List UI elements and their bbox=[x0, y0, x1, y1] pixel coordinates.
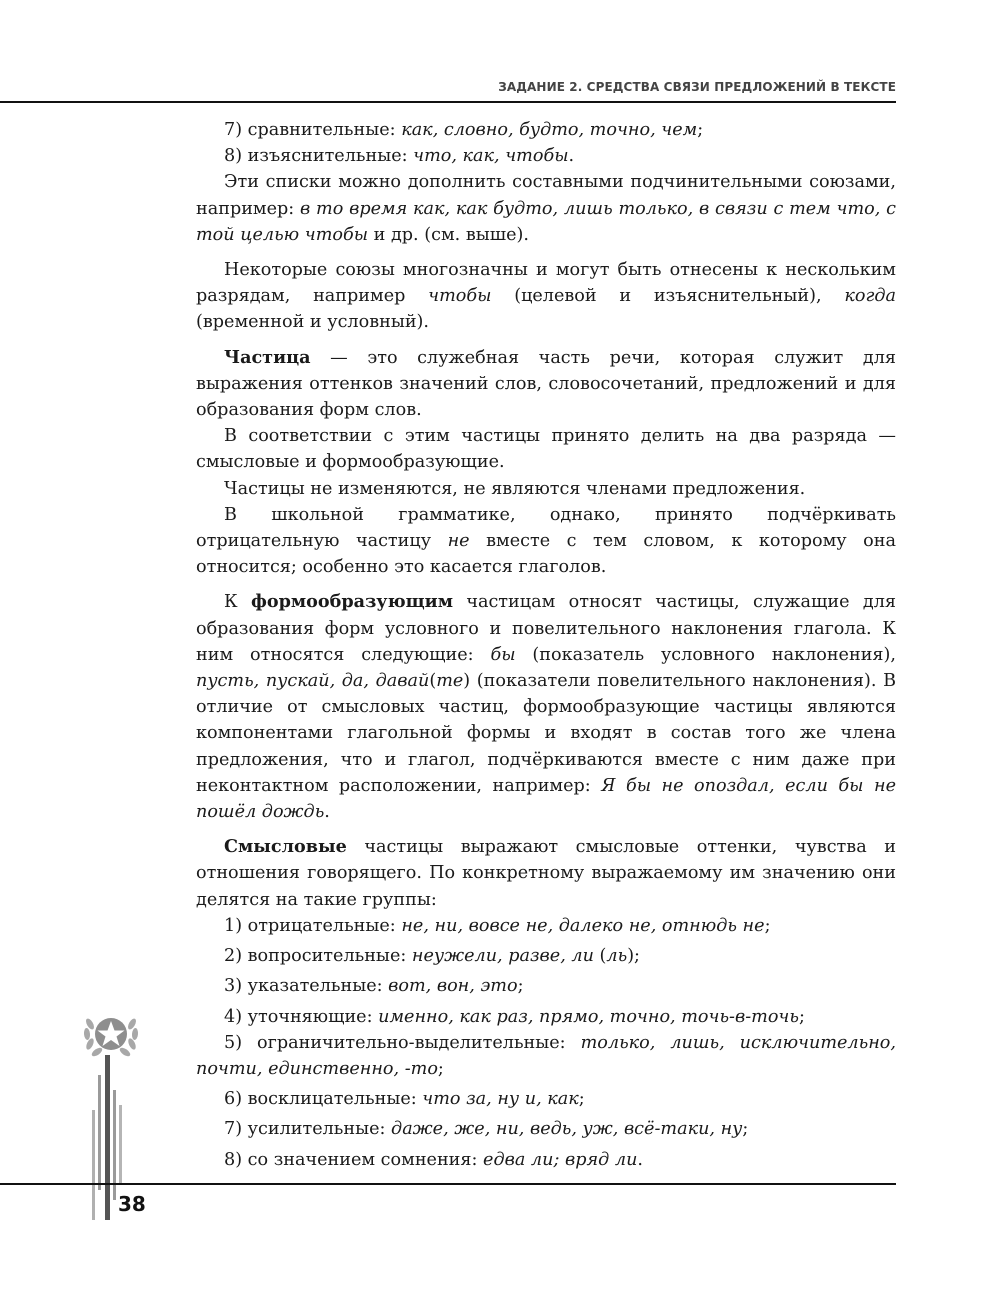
paragraph: Частицы не изменяются, не являются членами предложения. bbox=[224, 478, 806, 499]
footer-rule bbox=[0, 1183, 896, 1185]
list-item: 2) вопросительные: неужели, разве, ли (ль); bbox=[224, 946, 640, 967]
star-laurel-icon bbox=[82, 1010, 140, 1060]
paragraph: В соответствии с этим частицы принято делить на два разряда — смысловые и формообразующие. bbox=[196, 426, 896, 473]
paragraph-semantic-particles: Смысловые частицы выражают смысловые оттенки, чувства и отношения говорящего. По конкретному выражаемому им значению они делятся на такие группы: bbox=[196, 836, 896, 910]
list-item: 3) указательные: вот, вон, это; bbox=[224, 976, 524, 997]
list-item: 4) уточняющие: именно, как раз, прямо, точно, точь-в-точь; bbox=[224, 1006, 805, 1027]
paragraph-formative-particles: К формообразующим частицам относят частицы, служащие для образования форм условного и повелительного наклонения глагола. К ним относятся следующие: бы (показатель условного наклонения), пусть, пускай, да, давай(те) (показатели повелительного наклонения). В отличие от смысловых частиц, формообразующие частицы являются компонентами глагольной формы и входят в состав того же члена предложения, что и глагол, подчёркиваются вместе с ним даже при неконтактном расположении, например: Я бы не опоздал, если бы не пошёл дождь. bbox=[196, 591, 897, 823]
page-number: 38 bbox=[118, 1192, 146, 1216]
list-item: 7) усилительные: даже, же, ни, ведь, уж, всё-таки, ну; bbox=[224, 1119, 749, 1140]
list-item: 5) ограничительно-выделительные: только, лишь, исключительно, почти, единственно, -то; bbox=[196, 1032, 896, 1079]
page-body bbox=[196, 117, 896, 1173]
paragraph: Эти списки можно дополнить составными подчинительными союзами, например: в то время как, как будто, лишь только, в связи с тем что, с той целью чтобы и др. (см. выше). bbox=[196, 172, 896, 245]
list-item: 8) со значением сомнения: едва ли; вряд ли. bbox=[224, 1149, 643, 1170]
paragraph: Некоторые союзы многозначны и могут быть отнесены к нескольким разрядам, например чтобы (целевой и изъяснительный), когда (временной и условный). bbox=[196, 260, 896, 333]
running-title: ЗАДАНИЕ 2. СРЕДСТВА СВЯЗИ ПРЕДЛОЖЕНИЙ В ТЕКСТЕ bbox=[498, 80, 896, 94]
paragraph-particle-definition: Частица — это служебная часть речи, которая служит для выражения оттенков значений слов, словосочетаний, предложений и для образования форм слов. bbox=[196, 346, 896, 421]
paragraph: В школьной грамматике, однако, принято подчёркивать отрицательную частицу не вместе с тем словом, к которому она относится; особенно это касается глаголов. bbox=[196, 504, 896, 578]
list-item-explanatory: 8) изъяснительные: что, как, чтобы. bbox=[224, 146, 575, 167]
list-item-comparative: 7) сравнительные: как, словно, будто, точно, чем; bbox=[224, 120, 704, 140]
header-rule bbox=[0, 101, 896, 103]
list-item: 6) восклицательные: что за, ну и, как; bbox=[224, 1089, 585, 1110]
list-item: 1) отрицательные: не, ни, вовсе не, далеко не, отнюдь не; bbox=[224, 915, 771, 936]
